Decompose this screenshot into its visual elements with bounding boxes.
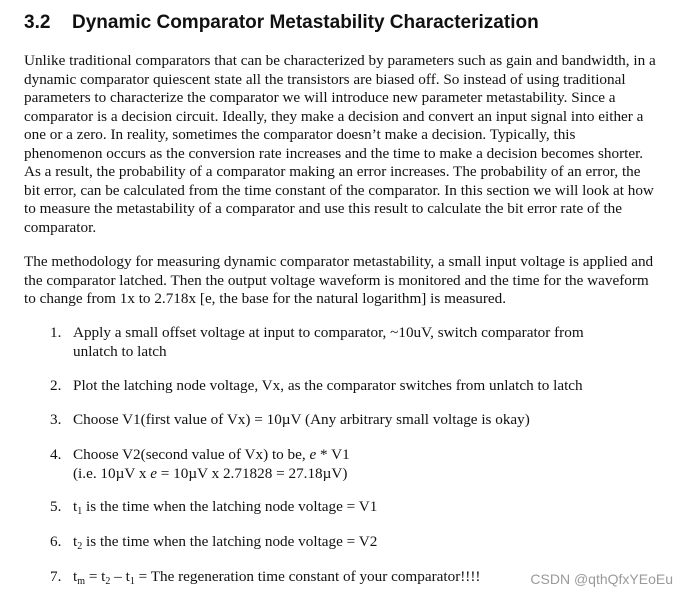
step-text: Plot the latching node voltage, Vx, as the comparator switches from unlatch to latch xyxy=(73,377,583,394)
step-number: 7. xyxy=(50,568,62,585)
step-text: $t_m = t_2 - t_1$ = The regeneration time constant of your comparator!!!! xyxy=(73,568,481,587)
step-number: 4. xyxy=(50,446,62,463)
step-number: 6. xyxy=(50,533,62,550)
step-text: Choose V2(second value of Vx) to be, e * V1 xyxy=(73,446,350,463)
step-text: Choose V1(first value of Vx) = 10µV (Any arbitrary small voltage is okay) xyxy=(73,411,530,428)
step-text-continued: (i.e. 10µV x e = 10µV x 2.71828 = 27.18µV) xyxy=(73,464,348,482)
watermark: CSDN @qthQfxYEoEu xyxy=(530,571,673,587)
step-text-continued: unlatch to latch xyxy=(73,342,167,360)
step-number: 3. xyxy=(50,411,62,428)
step-text: Apply a small offset voltage at input to comparator, ~10uV, switch comparator from xyxy=(73,324,584,341)
step-number: 1. xyxy=(50,324,62,341)
section-number: 3.2 xyxy=(24,12,51,33)
section-heading xyxy=(24,12,539,34)
methodology-paragraph: The methodology for measuring dynamic comparator metastability, a small input voltage is applied and the comparator latched. Then the output voltage waveform is monitored and the time for the waveform to change from 1x to 2.718x [e, the base for the natural logarithm] is measured. xyxy=(24,253,654,307)
intro-paragraph: Unlike traditional comparators that can be characterized by parameters such as gain and bandwidth, in a dynamic comparator quiescent state all the transistors are biased off. So instead of using traditional parameters to characterize the comparator we will introduce new parameter metastability. Since a comparator is a decision circuit. Ideally, they make a decision and convert an input signal into either a one or a zero. In reality, sometimes the comparator doesn’t make a decision. Typically, this phenomenon occurs as the conversion rate increases and the time to make a decision becomes shorter. As a result, the probability of a comparator making an error increases. The probability of an error, the bit error, can be calculated from the time constant of the comparator. In this section we will look at how to measure the metastability of a comparator and use this result to calculate the bit error rate of the comparator. xyxy=(24,52,656,236)
step-text: $t_2$ is the time when the latching node voltage = V2 xyxy=(73,533,378,552)
step-text: $t_1$ is the time when the latching node voltage = V1 xyxy=(73,498,378,517)
step-number: 5. xyxy=(50,498,62,515)
section-title: Dynamic Comparator Metastability Characterization xyxy=(72,12,539,33)
step-number: 2. xyxy=(50,377,62,394)
